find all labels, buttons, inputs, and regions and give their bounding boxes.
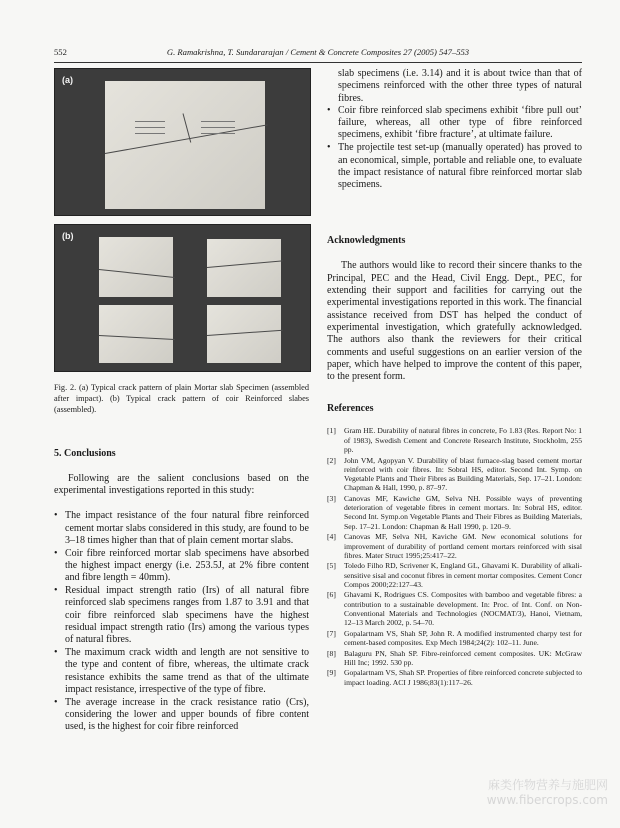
right-column <box>327 68 582 688</box>
coir-slab <box>207 305 281 363</box>
coir-slab <box>99 237 173 297</box>
figure-2 <box>54 68 309 416</box>
reference-text: Toledo Filho RD, Scrivener K, England GL, Ghavami K. Durability of alkali-sensitive sisal and coconut fibres in cement mortar composites. Cement Concr Compos 2000;22:127–43. <box>344 561 582 589</box>
reference-item <box>327 668 582 687</box>
references-heading: References <box>327 403 374 415</box>
reference-item <box>327 426 582 454</box>
references-section <box>327 403 582 687</box>
reference-item <box>327 456 582 493</box>
acknowledgments-heading: Acknowledgments <box>327 235 406 247</box>
reference-text: Canovas MF, Kawiche GM, Selva NH. Possible ways of preventing deterioration of vegetable fibres in cement mortars. In: Sobral HS, editor. Second Int. Symp.on Vegetable Plants and Their Fibres as Building Materials, Sep. 17–21. London: Chapman & Hall 1990, p. 120–9. <box>344 493 582 531</box>
conclusion-item: • Coir fibre reinforced mortar slab specimens have absorbed the highest impact energy (i.e. 253.5J, at 2% fibre content and fibre length = 40mm). <box>54 548 309 585</box>
reference-number: [1] <box>327 426 336 436</box>
conclusions-list <box>54 510 309 733</box>
reference-number: [4] <box>327 532 336 542</box>
figure-caption: Fig. 2. (a) Typical crack pattern of plain Mortar slab Specimen (assembled after impact). (b) Typical crack pattern of coir Reinforced slabes (assembled). <box>54 383 309 415</box>
reference-number: [6] <box>327 590 336 600</box>
conclusions-intro: Following are the salient conclusions based on the experimental investigations reported in this study: <box>54 472 309 496</box>
crack-line <box>201 127 235 128</box>
crack-line <box>135 121 165 122</box>
conclusions-section <box>54 448 309 734</box>
figure-panel-b <box>54 224 311 372</box>
crack-line <box>201 121 235 122</box>
reference-text: Gopalartnam VS, Shah SP, John R. A modified instrumented charpy test for cement-based composites. Exp Mech 1984;24(2): 102–11. June. <box>344 628 582 648</box>
crack-line <box>135 127 165 128</box>
crack-line <box>135 133 165 134</box>
reference-number: [2] <box>327 455 336 465</box>
panel-b-label: (b) <box>62 231 74 241</box>
conclusion-item: • Coir fibre reinforced slab specimens exhibit ‘fibre pull out’ failure, whereas, all other type of fibre reinforced specimens, exhibit ‘fibre fracture’, at ultimate failure. <box>327 105 582 142</box>
reference-item <box>327 532 582 560</box>
reference-text: Gopalartnam VS, Shah SP. Properties of fibre reinforced concrete subjected to impact loading. ACI J 1986;83(1):117–26. <box>344 668 582 687</box>
conclusion-item: • The average increase in the crack resistance ratio (Crs), considering the lower and upper bounds of fibre content used, is the highest for coir fibre reinforced <box>54 697 309 734</box>
acknowledgments-section <box>327 235 582 383</box>
reference-number: [9] <box>327 668 336 678</box>
plain-mortar-slab <box>105 81 265 209</box>
coir-slab <box>207 239 281 297</box>
coir-slab <box>99 305 173 363</box>
conclusion-item: • Residual impact strength ratio (Irs) of all natural fibre reinforced slab specimens ranges from 1.87 to 3.91 and that coir fibre reinforced slab specimens have the highest residual impact strength ratio (Irs) among the various types of natural fibres. <box>54 585 309 646</box>
crack-line <box>99 269 175 278</box>
crack-line <box>99 335 175 340</box>
reference-item <box>327 649 582 668</box>
running-header <box>54 47 582 59</box>
reference-number: [5] <box>327 561 336 571</box>
left-column <box>54 68 309 734</box>
reference-text: John VM, Agopyan V. Durability of blast furnace-slag based cement mortar reinforced with coir fibres. In: Sobral HS, editor. Second Int. Symp. on Vegetable Plants and Their Fibres as Building Materials, Sep. 17–21. London: Chapman & Hall, 1990, p. 87–97. <box>344 455 582 493</box>
figure-panel-a <box>54 68 311 216</box>
reference-item <box>327 561 582 589</box>
conclusion-item: • The impact resistance of the four natural fibre reinforced cement mortar slabs considered in this study, are found to be 3–18 times higher than that of plain cement mortar slabs. <box>54 510 309 547</box>
site-watermark <box>487 778 608 808</box>
continued-text: slab specimens (i.e. 3.14) and it is about twice than that of specimens reinforced with the other three types of natural fibres. <box>338 68 582 104</box>
reference-text: Gram HE. Durability of natural fibres in concrete, Fo 1.83 (Res. Report No: 1 of 1983), Swedish Cement and Concrete Research Institute, Stockholm, 255 pp. <box>344 426 582 455</box>
acknowledgments-text: The authors would like to record their sincere thanks to the Principal, PEC and the Head, Civil Engg. Dept., PEC, for extending their support and facilities for carrying out the experimental investigations reported in this work. The financial assistance received from DST has helped the conduct of experimental investigation, which gratefully acknowledged. The authors also thank the reviewers for their critical comments and useful suggestions on an earlier version of the paper, which have helped to improve the content of this paper, to the present form. <box>327 260 582 383</box>
references-list <box>327 426 582 687</box>
crack-line <box>207 260 283 268</box>
reference-item <box>327 590 582 627</box>
reference-item <box>327 494 582 531</box>
reference-number: [3] <box>327 493 336 503</box>
reference-text: Ghavami K, Rodrigues CS. Composites with bamboo and vegetable fibres: a contribution to a sustainable development. In: Proc. of Int. Conf. on Non-Conventional Materials and Technologies (NOCMAT/3), Hanoi, Vietnam, 12–13 March 2002, p. 54–70. <box>344 590 582 628</box>
reference-number: [8] <box>327 648 336 658</box>
reference-text: Canovas MF, Selva NH, Kaviche GM. New economical solutions for improvement of durability of portland cement mortars reinforced with sisal fibres. Mater Struct 1995;25:417–22. <box>344 532 582 560</box>
reference-number: [7] <box>327 628 336 638</box>
conclusion-item: • The maximum crack width and length are not sensitive to the type and content of fibre, whereas, the ultimate crack resistance exhibits the same trend as that of the ultimate impact resistance, irrespective of the type of fibre. <box>54 647 309 696</box>
watermark-line-2: www.fibercrops.com <box>486 793 608 807</box>
running-title: G. Ramakrishna, T. Sundararajan / Cement & Concrete Composites 27 (2005) 547–553 <box>166 47 470 57</box>
panel-a-label: (a) <box>62 75 73 85</box>
conclusions-list-continued <box>327 105 582 192</box>
crack-line <box>207 330 283 336</box>
conclusion-item: • The projectile test set-up (manually operated) has proved to an economical, simple, portable and reliable one, to evaluate the impact resistance of natural fibre reinforced mortar slab specimens. <box>327 142 582 191</box>
conclusions-heading: 5. Conclusions <box>54 447 116 459</box>
reference-item <box>327 629 582 648</box>
watermark-line-1: 麻类作物营养与施肥网 <box>487 778 608 792</box>
reference-text: Balaguru PN, Shah SP. Fibre-reinforced cement composites. UK: McGraw Hill Inc; 1992. 530 pp. <box>344 648 582 667</box>
crack-line <box>201 133 235 134</box>
header-rule <box>54 62 582 63</box>
page-number: 552 <box>54 47 67 57</box>
